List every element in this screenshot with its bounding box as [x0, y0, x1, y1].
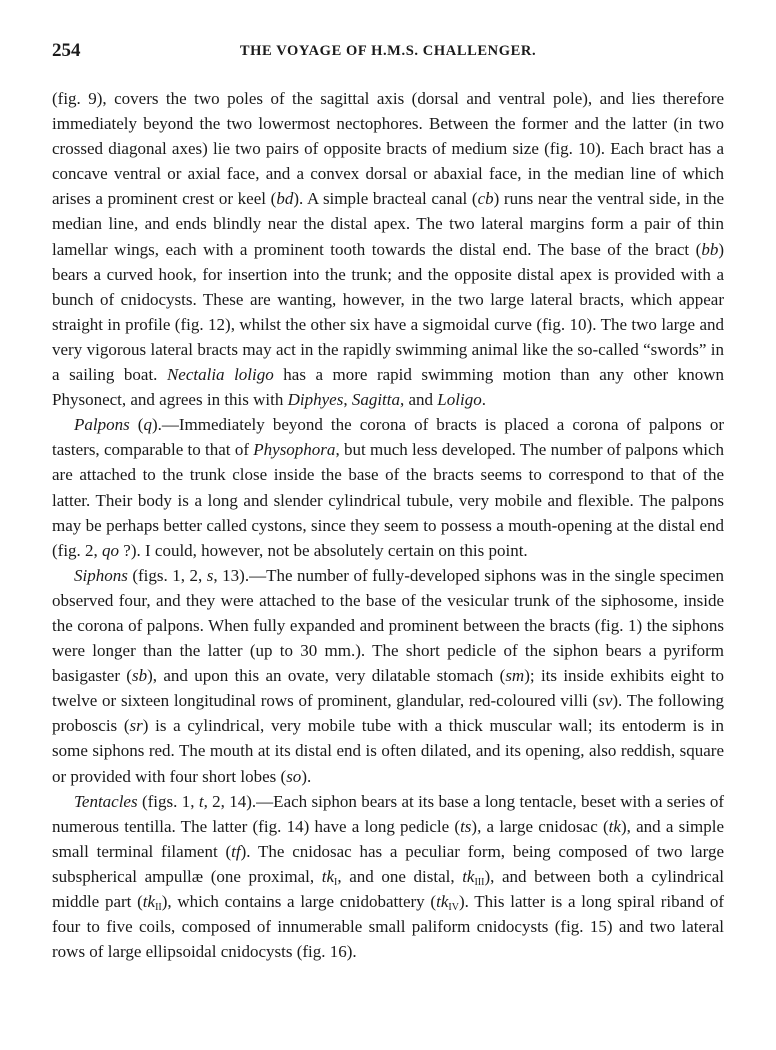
document-page — [52, 40, 724, 964]
paragraph-siphons: Siphons (figs. 1, 2, s, 13).—The number of fully-developed siphons was in the single specimen observed four, and they were attached to the base of the vesicular trunk of the siphosome, inside the corona of palpons. When fully expanded and prominent between the bracts (fig. 1) the siphons were longer than the latter (up to 30 mm.). The short pedicle of the siphon bears a pyriform basigaster (sb), and upon this an ovate, very dilatable stomach (sm); its inside exhibits eight to twelve or sixteen longitudinal rows of prominent, glandular, red-coloured villi (sv). The following proboscis (sr) is a cylindrical, very mobile tube with a thick muscular wall; its entoderm is in some siphons red. The mouth at its distal end is often dilated, and its opening, also reddish, square or provided with four short lobes (so). — [52, 565, 724, 786]
running-title: THE VOYAGE OF H.M.S. CHALLENGER. — [239, 43, 537, 59]
section-heading-siphons: Siphons — [74, 565, 128, 585]
paragraph-tentacles: Tentacles (figs. 1, t, 2, 14).—Each siphon bears at its base a long tentacle, beset with a series of numerous tentilla. The latter (fig. 14) have a long pedicle (ts), a large cnidosac (tk), and a simple small terminal filament (tf). The cnidosac has a peculiar form, being composed of two large subspherical ampullæ (one proximal, $tk_I$, and one distal, $tk_{III}$), and between both a cylindrical middle part $(tk_{II})$, which contains a large cnidobattery $(tk_{IV})$. This latter is a long spiral riband of four to five coils, composed of innumerable small paliform cnidocysts (fig. 15) and two lateral rows of large ellipsoidal cnidocysts (fig. 16). — [52, 791, 725, 962]
page-number: 254 — [52, 40, 81, 61]
section-heading-tentacles: Tentacles — [74, 791, 138, 811]
page-header — [52, 40, 724, 70]
paragraph-bracts: (fig. 9), covers the two poles of the sagittal axis (dorsal and ventral pole), and lies therefore immediately beyond the two lowermost nectophores. Between the former and the latter (in two crossed diagonal axes) lie two pairs of opposite bracts of medium size (fig. 10). Each bract has a concave ventral or axial face, and a convex dorsal or abaxial face, in the median line of which arises a prominent crest or keel (bd). A simple bracteal canal (cb) runs near the ventral side, in the median line, and ends blindly near the distal apex. The two lateral margins form a pair of thin lamellar wings, each with a prominent tooth towards the distal end. The base of the bract (bb) bears a curved hook, for insertion into the trunk; and the opposite distal apex is provided with a bunch of cnidocysts. These are wanting, however, in the two large lateral bracts, which appear straight in profile (fig. 12), whilst the other six have a sigmoidal curve (fig. 10). The two large and very vigorous lateral bracts may act in the rapidly swimming animal like the so-called “swords” in a sailing boat. Nectalia loligo has a more rapid swimming motion than any other known Physonect, and agrees in this with Diphyes, Sagitta, and Loligo. — [52, 89, 724, 410]
paragraph-palpons: Palpons (q).—Immediately beyond the corona of bracts is placed a corona of palpons or tasters, comparable to that of Physophora, but much less developed. The number of palpons which are attached to the trunk close inside the base of the bracts seems to correspond to that of the latter. Their body is a long and slender cylindrical tubule, very mobile and flexible. The palpons may be perhaps better called cystons, since they seem to possess a mouth-opening at the distal end (fig. 2, qo ?). I could, however, not be absolutely certain on this point. — [52, 415, 724, 560]
body-text — [52, 86, 724, 964]
section-heading-palpons: Palpons — [74, 415, 130, 435]
